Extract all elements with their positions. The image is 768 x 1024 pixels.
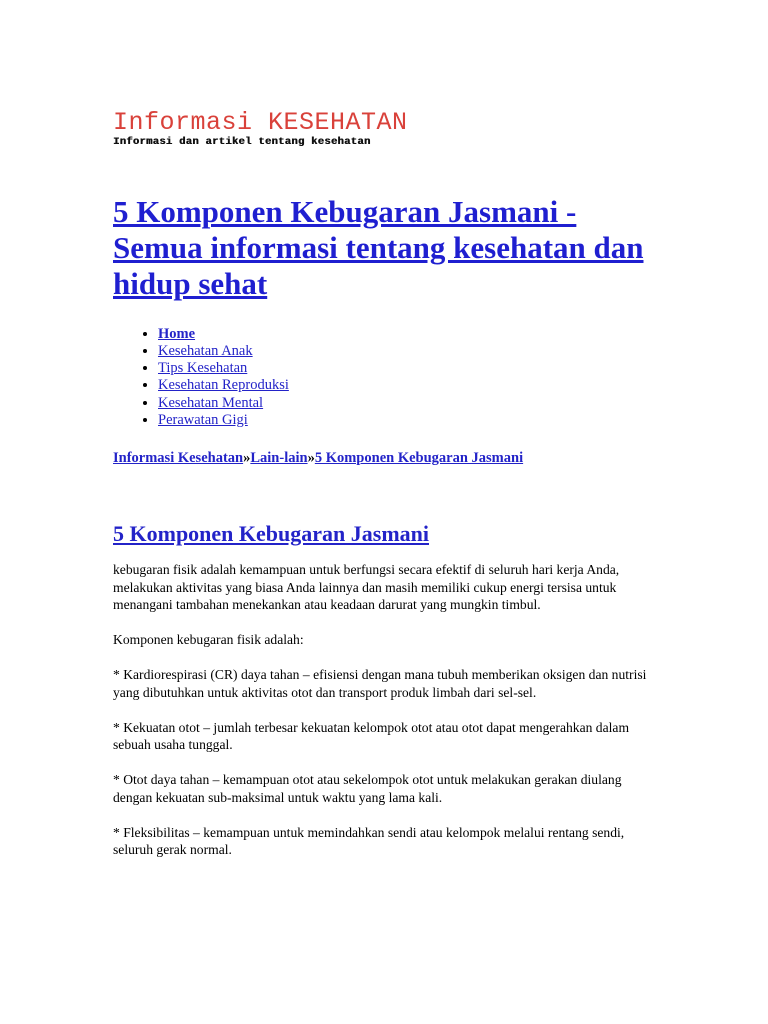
page-content: [113, 110, 653, 859]
article-paragraph: kebugaran fisik adalah kemampuan untuk berfungsi secara efektif di seluruh hari kerja Anda, melakukan aktivitas yang biasa Anda lainnya dan masih memiliki cukup energi tersisa untuk menangani tambahan menekankan atau keadaan darurat yang mungkin timbul.: [113, 562, 620, 613]
breadcrumb-separator: »: [243, 450, 251, 467]
breadcrumb-category[interactable]: Lain-lain: [250, 450, 308, 467]
article-paragraph: * Kardiorespirasi (CR) daya tahan – efisiensi dengan mana tubuh memberikan oksigen dan nutrisi yang dibutuhkan untuk aktivitas otot dan transport produk limbah dari sel-sel.: [113, 667, 647, 700]
nav-item-tips-kesehatan: [158, 360, 653, 377]
article-paragraph: * Otot daya tahan – kemampuan otot atau sekelompok otot untuk melakukan gerakan diulang dengan kekuatan sub-maksimal untuk waktu yang lama kali.: [113, 772, 622, 805]
article-paragraph: * Fleksibilitas – kemampuan untuk memindahkan sendi atau kelompok melalui rentang sendi, seluruh gerak normal.: [113, 824, 625, 858]
breadcrumb: [113, 449, 653, 467]
nav-item-kesehatan-anak: [158, 343, 653, 360]
site-title: Informasi KESEHATAN: [113, 108, 408, 137]
article-title: [113, 521, 653, 547]
nav-link-kesehatan-anak[interactable]: Kesehatan Anak: [158, 342, 253, 359]
nav-item-perawatan-gigi: [158, 412, 653, 429]
breadcrumb-current[interactable]: 5 Komponen Kebugaran Jasmani: [314, 450, 524, 467]
article-title-link[interactable]: 5 Komponen Kebugaran Jasmani: [113, 521, 429, 547]
site-logo[interactable]: [113, 110, 653, 148]
nav-link-perawatan-gigi[interactable]: Perawatan Gigi: [158, 411, 248, 428]
breadcrumb-home[interactable]: Informasi Kesehatan: [113, 450, 244, 467]
nav-link-home[interactable]: Home: [158, 325, 196, 342]
article-paragraph: * Kekuatan otot – jumlah terbesar kekuatan kelompok otot atau otot dapat mengerahkan dalam sebuah usaha tunggal.: [113, 719, 630, 753]
nav-item-kesehatan-mental: [158, 395, 653, 412]
nav-item-home: [158, 326, 653, 343]
site-tagline: Informasi dan artikel tentang kesehatan: [113, 136, 371, 148]
breadcrumb-separator: »: [307, 450, 315, 467]
page-title-link[interactable]: 5 Komponen Kebugaran Jasmani - Semua informasi tentang kesehatan dan hidup sehat: [113, 193, 644, 301]
nav-link-tips-kesehatan[interactable]: Tips Kesehatan: [158, 360, 248, 377]
page-title: [113, 194, 653, 302]
nav-item-kesehatan-reproduksi: [158, 377, 653, 394]
nav-link-kesehatan-mental[interactable]: Kesehatan Mental: [158, 394, 264, 411]
article-paragraph: Komponen kebugaran fisik adalah:: [113, 632, 304, 648]
nav-link-kesehatan-reproduksi[interactable]: Kesehatan Reproduksi: [158, 377, 289, 394]
main-nav: [113, 326, 653, 430]
